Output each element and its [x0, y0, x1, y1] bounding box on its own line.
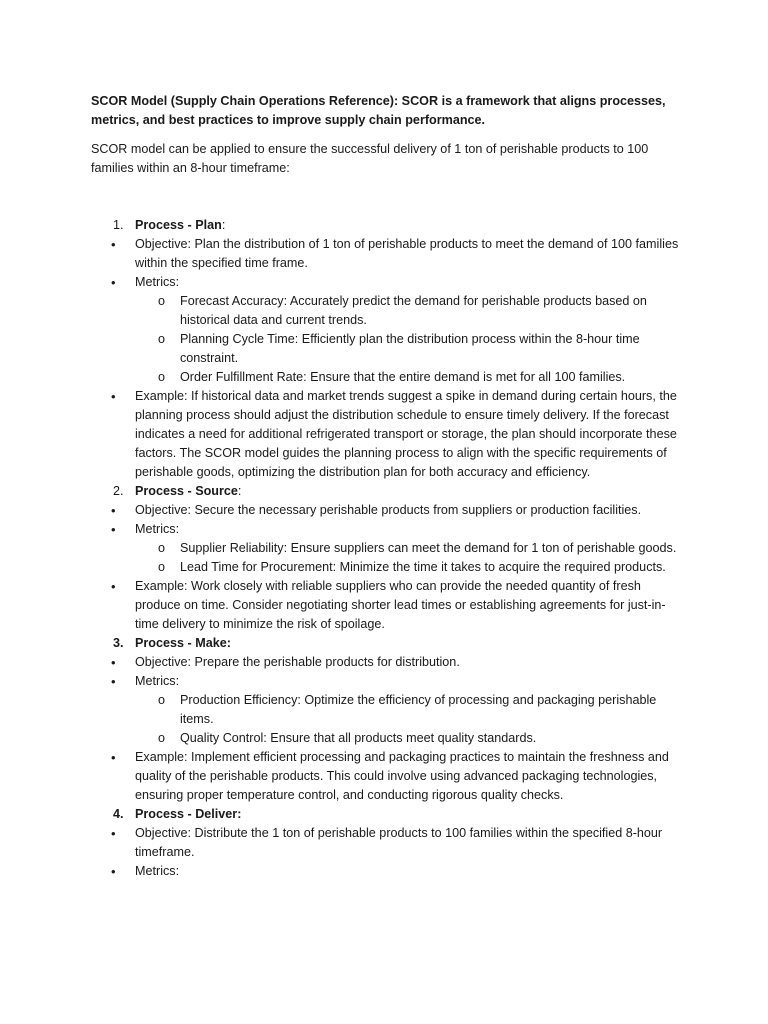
sub-bullet-icon: o — [158, 294, 166, 308]
metrics-label: Metrics: — [135, 864, 180, 878]
bullet-icon: • — [111, 579, 116, 594]
metric-text: Order Fulfillment Rate: Ensure that the entire demand is met for all 100 families. — [180, 370, 626, 384]
document-intro: SCOR model can be applied to ensure the successful delivery of 1 ton of perishable products to 100 families within an 8-hour timeframe: — [91, 142, 649, 175]
objective-item — [91, 235, 688, 273]
bullet-icon: • — [111, 674, 116, 689]
section-title-suffix: : — [221, 218, 226, 232]
bullet-icon: • — [111, 275, 116, 290]
section-title: Process - Deliver: — [135, 807, 242, 821]
sub-bullet-icon: o — [158, 541, 166, 555]
section-heading — [91, 805, 688, 824]
metrics-label: Metrics: — [135, 275, 180, 289]
bullet-icon: • — [111, 522, 116, 537]
section-number: 3. — [113, 636, 124, 650]
sub-bullet-icon: o — [158, 332, 166, 346]
metric-text: Planning Cycle Time: Efficiently plan the distribution process within the 8-hour time constraint. — [180, 332, 640, 365]
bullet-icon: • — [111, 503, 116, 518]
metrics-item — [91, 862, 688, 881]
metrics-item — [91, 672, 688, 691]
example-item — [91, 387, 688, 482]
section-number: 4. — [113, 807, 124, 821]
sub-bullet-icon: o — [158, 560, 166, 574]
section-number: 2. — [113, 484, 124, 498]
section-title: Process - Source — [135, 484, 238, 498]
sub-bullet-icon: o — [158, 370, 166, 384]
section-title: Process - Make: — [135, 636, 231, 650]
metric-item — [91, 691, 688, 729]
bullet-icon: • — [111, 389, 116, 404]
sub-bullet-icon: o — [158, 693, 166, 707]
bullet-icon: • — [111, 237, 116, 252]
section-make — [91, 634, 688, 805]
metric-item — [91, 558, 688, 577]
example-text: Example: Implement efficient processing and packaging practices to maintain the freshness and quality of the perishable products. This could involve using advanced packaging technologies, ensuring proper temperature control, and conducting rigorous quality checks. — [135, 750, 669, 802]
section-heading — [91, 634, 688, 653]
objective-text: Objective: Secure the necessary perishable products from suppliers or production facilities. — [135, 503, 642, 517]
objective-text: Objective: Plan the distribution of 1 ton of perishable products to meet the demand of 100 families within the specified time frame. — [135, 237, 679, 270]
metrics-item — [91, 520, 688, 539]
metric-text: Production Efficiency: Optimize the efficiency of processing and packaging perishable items. — [180, 693, 657, 726]
example-item — [91, 748, 688, 805]
section-title-suffix: : — [237, 484, 242, 498]
objective-item — [91, 824, 688, 862]
metrics-label: Metrics: — [135, 522, 180, 536]
example-text: Example: If historical data and market trends suggest a spike in demand during certain hours, the planning process should adjust the distribution schedule to ensure timely delivery. If the forecast indicates a need for additional refrigerated transport or storage, the plan should incorporate these factors. The SCOR model guides the planning process to align with the specific requirements of perishable goods, optimizing the distribution plan for both accuracy and efficiency. — [135, 389, 677, 479]
metric-text: Forecast Accuracy: Accurately predict the demand for perishable products based on historical data and current trends. — [180, 294, 647, 327]
document-title: SCOR Model (Supply Chain Operations Reference): SCOR is a framework that aligns processes, metrics, and best practices to improve supply chain performance. — [91, 94, 666, 127]
metrics-label: Metrics: — [135, 674, 180, 688]
metric-item — [91, 729, 688, 748]
section-heading — [91, 482, 688, 501]
objective-item — [91, 653, 688, 672]
metric-item — [91, 539, 688, 558]
metrics-item — [91, 273, 688, 292]
section-plan — [91, 216, 688, 482]
bullet-icon: • — [111, 864, 116, 879]
metric-item — [91, 368, 688, 387]
section-title: Process - Plan — [135, 218, 222, 232]
metric-text: Supplier Reliability: Ensure suppliers can meet the demand for 1 ton of perishable goods. — [180, 541, 677, 555]
section-deliver — [91, 805, 688, 881]
example-item — [91, 577, 688, 634]
objective-text: Objective: Prepare the perishable products for distribution. — [135, 655, 460, 669]
metric-text: Quality Control: Ensure that all products meet quality standards. — [180, 731, 537, 745]
objective-item — [91, 501, 688, 520]
section-number: 1. — [113, 218, 124, 232]
bullet-icon: • — [111, 750, 116, 765]
bullet-icon: • — [111, 655, 116, 670]
section-heading — [91, 216, 688, 235]
metric-text: Lead Time for Procurement: Minimize the time it takes to acquire the required products. — [180, 560, 666, 574]
bullet-icon: • — [111, 826, 116, 841]
metric-item — [91, 330, 688, 368]
section-source — [91, 482, 688, 634]
example-text: Example: Work closely with reliable suppliers who can provide the needed quantity of fresh produce on time. Consider negotiating shorter lead times or establishing agreements for just-in-time delivery to minimize the risk of spoilage. — [135, 579, 666, 631]
sub-bullet-icon: o — [158, 731, 166, 745]
objective-text: Objective: Distribute the 1 ton of perishable products to 100 families within the specified 8-hour timeframe. — [135, 826, 663, 859]
metric-item — [91, 292, 688, 330]
